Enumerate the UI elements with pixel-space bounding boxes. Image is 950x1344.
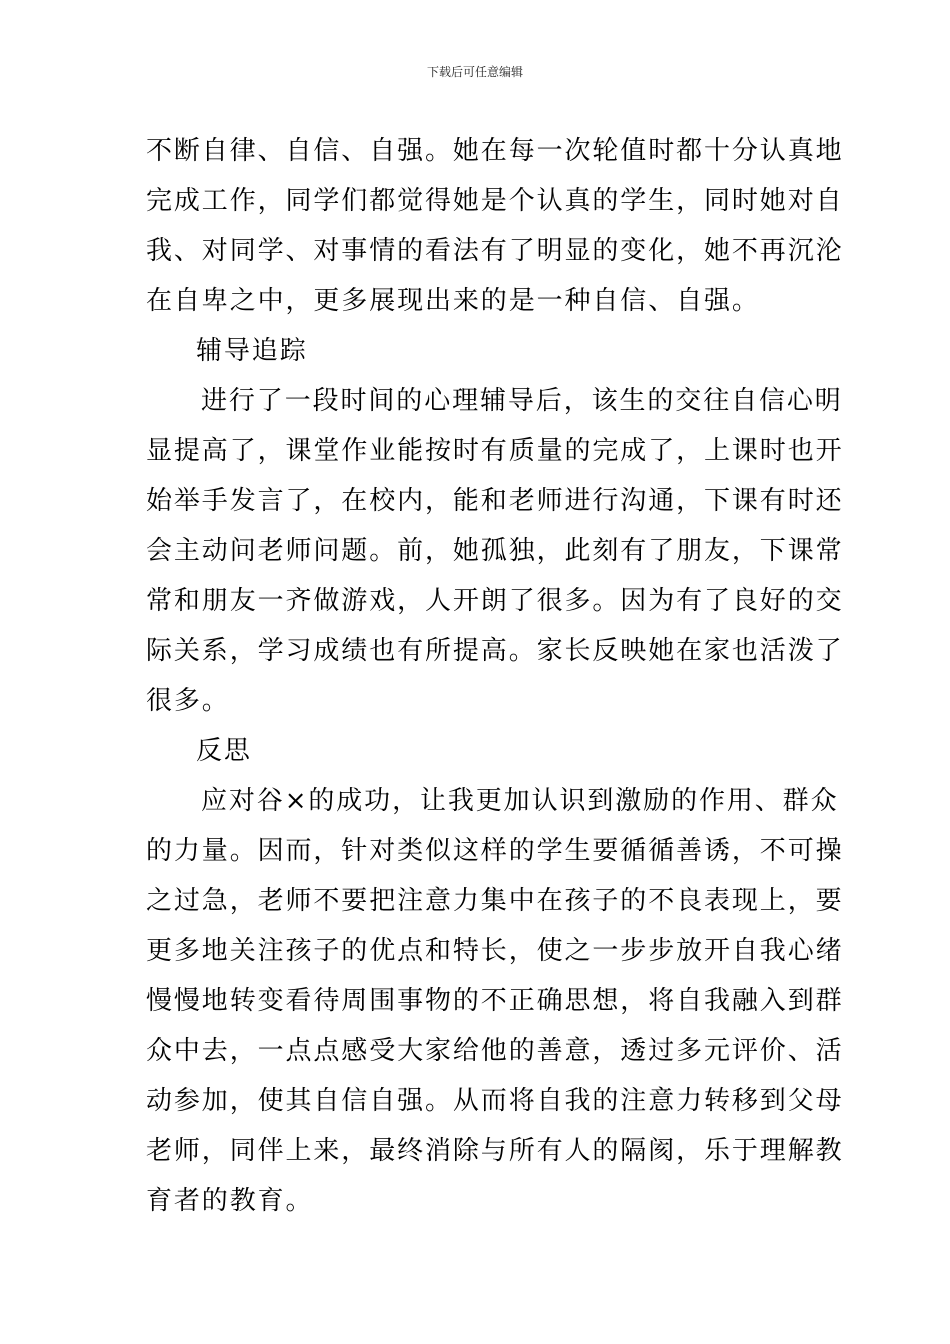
- page-header: 下载后可任意编辑: [426, 65, 523, 79]
- text-line: 慢慢地转变看待周围事物的不正确思想，将自我融入到群: [146, 986, 844, 1016]
- text-line: 我、对同学、对事情的看法有了明显的变化，她不再沉沦: [146, 236, 844, 266]
- document-body: [146, 126, 844, 1226]
- text-line: 进行了一段时间的心理辅导后，该生的交往自信心明: [201, 386, 843, 416]
- text-line: 会主动问老师问题。前，她孤独，此刻有了朋友，下课常: [146, 536, 844, 566]
- text-line: 更多地关注孩子的优点和特长，使之一步步放开自我心绪: [146, 936, 844, 966]
- text-line: 完成工作，同学们都觉得她是个认真的学生，同时她对自: [146, 186, 844, 216]
- text-line: 众中去，一点点感受大家给他的善意，透过多元评价、活: [146, 1036, 844, 1066]
- text-line: 常和朋友一齐做游戏，人开朗了很多。因为有了良好的交: [146, 586, 844, 616]
- text-line: 显提高了，课堂作业能按时有质量的完成了，上课时也开: [146, 436, 844, 466]
- text-line: 的力量。因而，针对类似这样的学生要循循善诱，不可操: [146, 836, 844, 866]
- text-line: 应对谷×的成功，让我更加认识到激励的作用、群众: [201, 786, 839, 816]
- text-line: 育者的教育。: [146, 1186, 314, 1216]
- text-line: 之过急，老师不要把注意力集中在孩子的不良表现上，要: [146, 886, 844, 916]
- text-line: 动参加，使其自信自强。从而将自我的注意力转移到父母: [146, 1086, 844, 1116]
- text-line: 始举手发言了，在校内，能和老师进行沟通，下课有时还: [146, 486, 844, 516]
- text-line: 不断自律、自信、自强。她在每一次轮值时都十分认真地: [146, 136, 844, 166]
- text-line: 老师，同伴上来，最终消除与所有人的隔阂，乐于理解教: [146, 1136, 844, 1166]
- text-line: 在自卑之中，更多展现出来的是一种自信、自强。: [146, 286, 760, 316]
- text-line: 很多。: [146, 686, 230, 716]
- text-line: 际关系，学习成绩也有所提高。家长反映她在家也活泼了: [146, 636, 844, 666]
- section-heading-reflection: 反思: [196, 736, 252, 766]
- section-heading-tracking: 辅导追踪: [196, 336, 308, 366]
